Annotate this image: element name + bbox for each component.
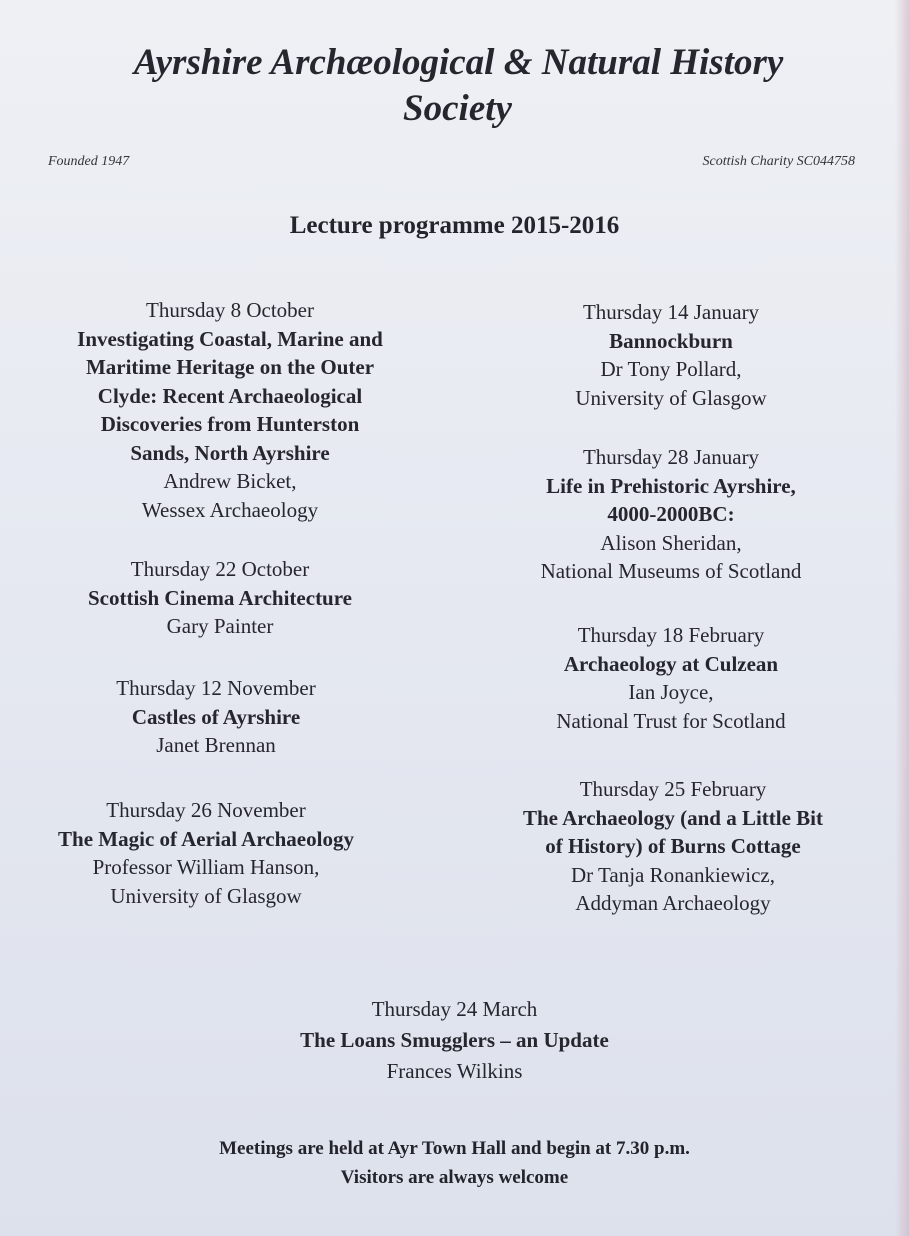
lecture-title: Life in Prehistoric Ayrshire, <box>546 473 796 498</box>
lecture-title: Maritime Heritage on the Outer <box>85 355 375 379</box>
lecture-title: Archaeology at Culzean <box>563 651 779 676</box>
lecture-affiliation: Addyman Archaeology <box>575 891 771 915</box>
lecture-speaker: Dr Tony Pollard, <box>600 357 742 381</box>
society-title-line2: Society <box>403 88 512 129</box>
lecture-date: Thursday 12 November <box>116 676 316 700</box>
lecture-speaker: Alison Sheridan, <box>600 530 742 555</box>
lecture-entry <box>440 775 906 918</box>
lecture-affiliation: National Trust for Scotland <box>556 708 786 733</box>
lecture-speaker: Andrew Bicket, <box>163 469 297 493</box>
lecture-entry <box>440 298 902 412</box>
lecture-date: Thursday 25 February <box>579 777 767 801</box>
lecture-title: Sands, North Ayrshire <box>130 440 330 465</box>
lecture-speaker: Frances Wilkins <box>386 1059 523 1083</box>
lecture-title: Bannockburn <box>609 328 733 353</box>
meeting-venue-text: Meetings are held at Ayr Town Hall and begin at 7.30 p.m. <box>219 1138 690 1159</box>
society-title-line1: Ayrshire Archæological & Natural History <box>133 42 784 83</box>
founded-note: Founded 1947 <box>48 154 130 169</box>
lecture-speaker: Dr Tanja Ronankiewicz, <box>571 862 775 887</box>
lecture-affiliation: University of Glasgow <box>110 883 302 908</box>
lecture-entry <box>0 296 460 524</box>
society-title <box>0 40 909 132</box>
lecture-title: Clyde: Recent Archaeological <box>97 383 363 408</box>
lecture-date: Thursday 26 November <box>106 798 306 822</box>
lecture-title: Discoveries from Hunterston <box>100 412 360 436</box>
lecture-affiliation: University of Glasgow <box>575 385 767 410</box>
lecture-title: 4000-2000BC: <box>607 502 735 526</box>
lecture-affiliation: National Museums of Scotland <box>540 559 802 583</box>
lecture-date: Thursday 8 October <box>146 298 314 322</box>
visitors-welcome-text: Visitors are always welcome <box>340 1167 569 1188</box>
lecture-speaker: Professor William Hanson, <box>92 855 320 879</box>
lecture-date: Thursday 28 January <box>582 445 760 469</box>
lecture-title: of History) of Burns Cottage <box>545 834 801 858</box>
lecture-title: Investigating Coastal, Marine and <box>77 326 383 351</box>
charity-number: Scottish Charity SC044758 <box>702 154 855 169</box>
lecture-date: Thursday 24 March <box>371 997 538 1021</box>
lecture-title: Castles of Ayrshire <box>131 704 301 729</box>
lecture-title: The Archaeology (and a Little Bit <box>522 805 824 830</box>
lecture-speaker: Gary Painter <box>166 614 274 638</box>
lecture-entry <box>440 443 902 586</box>
lecture-entry <box>440 621 902 735</box>
lecture-title: The Loans Smugglers – an Update <box>300 1028 609 1052</box>
lecture-title: Scottish Cinema Architecture <box>87 585 353 610</box>
lecture-entry <box>0 994 909 1087</box>
lecture-affiliation: Wessex Archaeology <box>141 497 319 522</box>
lecture-title: The Magic of Aerial Archaeology <box>58 826 354 851</box>
lecture-entry <box>0 674 432 760</box>
lecture-date: Thursday 22 October <box>130 557 310 581</box>
programme-heading: Lecture programme 2015-2016 <box>289 212 620 239</box>
lecture-date: Thursday 14 January <box>582 300 760 324</box>
meeting-info <box>0 1134 909 1192</box>
lecture-entry <box>0 796 412 910</box>
lecture-entry <box>0 555 440 641</box>
lecture-speaker: Ian Joyce, <box>628 680 714 704</box>
lecture-speaker: Janet Brennan <box>156 733 276 757</box>
lecture-date: Thursday 18 February <box>577 623 765 647</box>
